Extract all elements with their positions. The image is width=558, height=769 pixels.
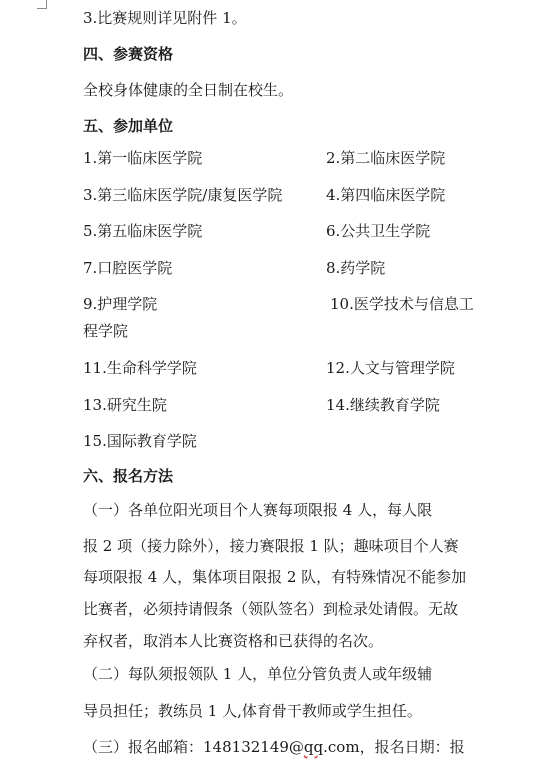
unit-item: 11.生命科学学院 bbox=[83, 359, 197, 377]
unit-item: 13.研究生院 bbox=[83, 396, 167, 414]
unit-item: 9.护理学院 bbox=[83, 295, 158, 313]
method-1-line: （一）各单位阳光项目个人赛每项限报 4 人，每人限 bbox=[83, 501, 433, 519]
unit-item-continuation: 程学院 bbox=[83, 322, 129, 340]
method-1-line: 比赛者，必须持请假条（领队签名）到检录处请假。无故 bbox=[83, 600, 459, 618]
rule-line: 3.比赛规则详见附件 1。 bbox=[83, 9, 247, 27]
unit-item: 2.第二临床医学院 bbox=[326, 149, 446, 167]
method-3-suffix: .com，报名日期：报 bbox=[323, 738, 465, 756]
unit-item: 6.公共卫生学院 bbox=[326, 222, 431, 240]
unit-item: 4.第四临床医学院 bbox=[326, 186, 446, 204]
unit-item: 12.人文与管理学院 bbox=[326, 359, 455, 377]
method-2-line: （二）每队须报领队 1 人，单位分管负责人或年级辅 bbox=[83, 665, 433, 683]
email-domain: qq bbox=[303, 738, 324, 756]
unit-item: 10.医学技术与信息工 bbox=[330, 295, 474, 313]
section-5-heading: 五、参加单位 bbox=[83, 117, 174, 135]
method-3-line bbox=[83, 737, 475, 757]
unit-item: 7.口腔医学院 bbox=[83, 259, 173, 277]
page-corner-mark bbox=[37, 0, 47, 9]
unit-item: 1.第一临床医学院 bbox=[83, 149, 203, 167]
method-1-line: 弃权者，取消本人比赛资格和已获得的名次。 bbox=[83, 632, 384, 650]
unit-item: 15.国际教育学院 bbox=[83, 432, 197, 450]
method-1-line: 报 2 项（接力除外），接力赛限报 1 队；趣味项目个人赛 bbox=[83, 537, 459, 555]
method-1-line: 每项限报 4 人，集体项目限报 2 队，有特殊情况不能参加 bbox=[83, 568, 467, 586]
method-2-line: 导员担任；教练员 1 人,体育骨干教师或学生担任。 bbox=[83, 702, 422, 720]
method-3-prefix: （三）报名邮箱： bbox=[83, 738, 204, 756]
email-user: 148132149@ bbox=[203, 738, 304, 756]
unit-item: 8.药学院 bbox=[326, 259, 386, 277]
section-4-heading: 四、参赛资格 bbox=[83, 45, 174, 63]
unit-item: 5.第五临床医学院 bbox=[83, 222, 203, 240]
section-4-text: 全校身体健康的全日制在校生。 bbox=[83, 81, 294, 99]
unit-item: 14.继续教育学院 bbox=[326, 396, 440, 414]
unit-item: 3.第三临床医学院/康复医学院 bbox=[83, 186, 283, 204]
section-6-heading: 六、报名方法 bbox=[83, 467, 174, 485]
